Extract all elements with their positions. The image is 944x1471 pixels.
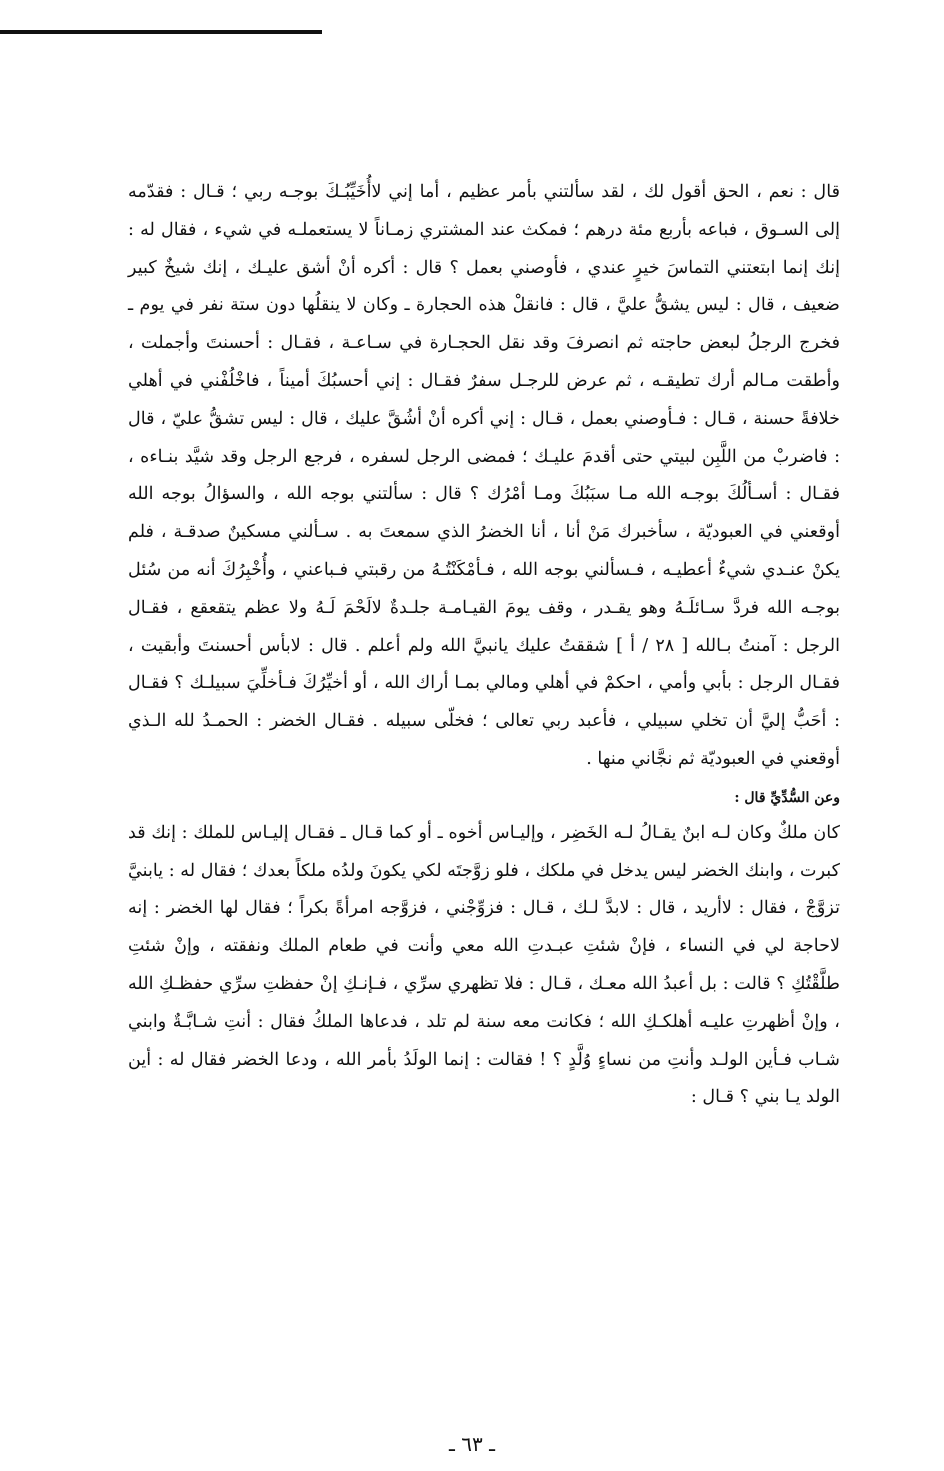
page-body [128, 174, 840, 1117]
section-subheading: وعن السُّدِّيِّ قال : [734, 789, 840, 806]
paragraph-khidr-story: قال : نعم ، الحق أقول لك ، لقد سألتني بأمر عظيم ، أما إني لاأُخَيِّبُـكَ بوجـه ربي ؛ قـال : فقدّمه إلى السـوق ، فباعه بأربع مئة درهم ؛ فمكث عند المشتري زمـاناً لا يستعملـه في شيء ، فقال له : إنك إنما ابتعتني التماسَ خيرٍ عندي ، فأوصني بعمل ؟ قال : أكره أنْ أشق عليـك ، إنك شيخٌ كبير ضعيف ، قال : ليس يشقُّ عليَّ ، قال : فانقلْ هذه الحجارة ـ وكان لا ينقلُها دون ستة نفر في يوم ـ فخرج الرجلُ لبعض حاجته ثم انصرفَ وقد نقل الحجـارة في سـاعـة ، فقـال : أحسنتَ وأجملت ، وأطقت مـالم أرك تطيقـه ، ثم عرض للرجـل سفرٌ فقـال : إني أحسبُكَ أميناً ، فاخْلُفْني في أهلي خلافةً حسنة ، قـال : فـأوصني بعمل ، قـال : إني أكره أنْ أشُقَّ عليك ، قال : ليس تشقُّ عليّ ، قال : فاضربْ من اللَّبِن لبيتي حتى أقدمَ عليـك ؛ فمضى الرجل لسفره ، فرجع الرجل وقد شيَّد بنـاءه ، فقـال : أسـألُكَ بوجـه الله مـا سبَبُكَ ومـا أمْرُك ؟ قال : سألتني بوجه الله ، والسؤالُ بوجه الله أوقعني في العبوديّة ، سأخبرك مَنْ أنا ، أنا الخضرُ الذي سمعتَ به . سـألني مسكينٌ صدقـة ، فلم يكنْ عنـدي شيءٌ أعطيـه ، فـسألني بوجه الله ، فـأمْكَنْتُـهُ من رقبتي فـباعني ، وأُخْبِرُكَ أنه من سُئل بوجـه الله فردَّ سـائلَـهُ وهو يقـدر ، وقف يومَ القيـامـة جلـدةٌ لالَحْمَ لَـهُ ولا عظم يتقعقع ، فقـال الرجل : آمنتُ بـالله [ ٢٨ / أ ] شققتُ عليك يانبيَّ الله ولم أعلم . قال : لابأس أحسنتَ وأبقيت ، فقـال الرجل : بأبي وأمي ، احكمْ في أهلي ومالي بمـا أراك الله ، أو أخيِّرُكَ فـأخلِّيَ سبيلـك ؟ فقـال : أحَبُّ إليَّ أن تخلي سبيلي ، فأعبد ربي تعالى ؛ فخلّى سبيله . فقـال الخضر : الحمـدُ لله الـذي أوقعني في العبوديّة ثم نجَّاني منها . [128, 182, 840, 769]
page-number: ـ ٦٣ ـ [449, 1432, 495, 1456]
paragraph-king-story: كان ملكٌ وكان لـه ابنٌ يقـالُ لـه الخَضِر ، وإليـاس أخوه ـ أو كما قـال ـ فقـال إليـاس للملك : إنك قد كبرت ، وابنك الخضر ليس يدخل في ملكك ، فلو زوَّجتَه لكي يكونَ ولدُه ملكاً بعدك ؛ فقال له : يابنيَّ تزوَّجْ ، فقال : لاأريد ، قال : لابدَّ لـك ، قـال : فزوِّجْني ، فزوَّجه امرأةً بكراً ؛ فقال لها الخضر : إنه لاحاجة لي في النساء ، فإنْ شئتِ عبـدتِ الله معي وأنت في طعام الملك ونفقته ، وإنْ شئتِ طلَّقْتُكِ ؟ قالت : بل أعبدُ الله معـك ، قـال : فلا تظهري سرِّي ، فـإنـكِ إنْ حفظتِ سرِّي حفظـكِ الله ، وإنْ أظهرتِ عليـه أهلكـكِ الله ؛ فكانت معه سنة لم تلد ، فدعاها الملكُ فقال : أنتِ شـابَّـةٌ وابني شـاب فـأين الولـد وأنتِ من نساءٍ وُلَّدٍ ؟ ! فقالت : إنما الولَدُ بأمر الله ، ودعا الخضر فقال له : أين الولد يـا بني ؟ قـال : [128, 822, 840, 1108]
top-edge-rule [0, 30, 322, 34]
